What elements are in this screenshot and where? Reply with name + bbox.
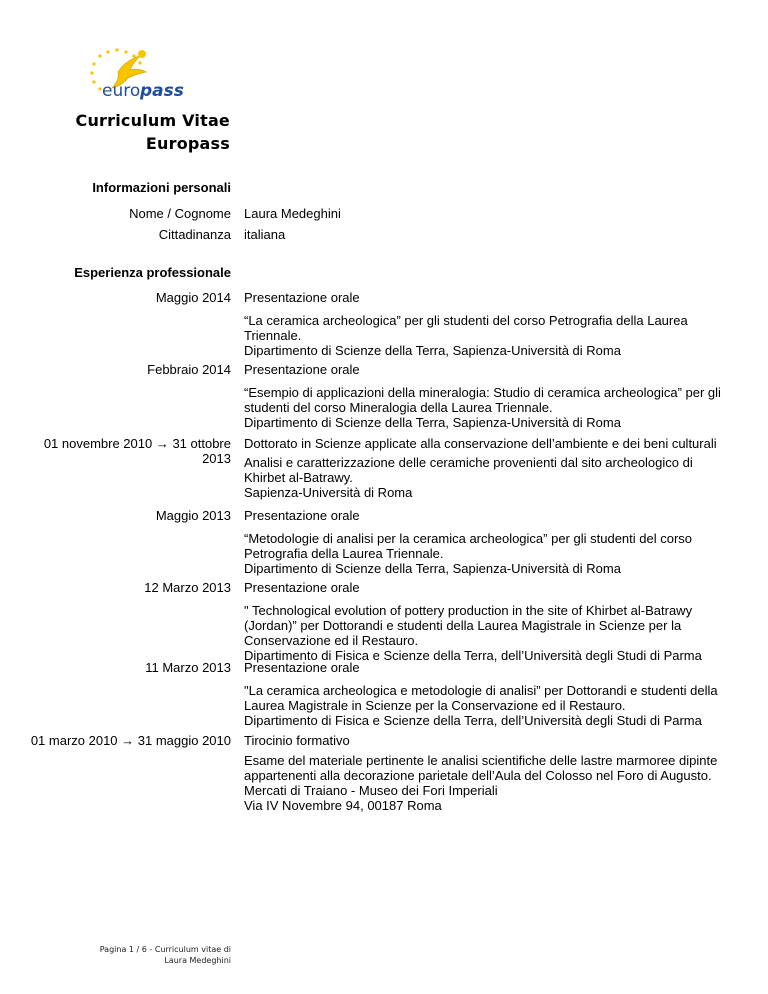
europass-logo (82, 42, 232, 102)
experience-date: 12 Marzo 2013 (144, 580, 231, 595)
name-value: Laura Medeghini (244, 206, 341, 221)
experience-date: 01 novembre 2010 → 31 ottobre 2013 (43, 436, 231, 466)
citizenship-label: Cittadinanza (158, 227, 231, 242)
experience-title: Presentazione orale (244, 362, 360, 377)
footer-line1: Pagina 1 / 6 - Curriculum vitae di (99, 945, 231, 954)
section-heading-personal: Informazioni personali (92, 180, 231, 195)
section-heading-experience: Esperienza professionale (74, 265, 231, 280)
experience-details: " Technological evolution of pottery production in the site of Khirbet al-Batrawy (Jordan)” per Dottorandi e studenti della Laurea Magistrale in Scienze per la Conservazione ed il Restauro. Dipartimento di Fisica e Scienze della Terra, dell’Università degli Studi di Parma (244, 603, 702, 663)
logo-text-pass: pass (140, 81, 184, 101)
page-footer (40, 944, 231, 966)
experience-details: “Metodologie di analisi per la ceramica archeologica” per gli studenti del corso Petrografia della Laurea Triennale. Dipartimento di Scienze della Terra, Sapienza-Università di Roma (244, 531, 693, 576)
experience-body (244, 362, 734, 430)
cv-title-line1: Curriculum Vitae (75, 111, 230, 130)
experience-body (244, 436, 734, 500)
experience-body (244, 580, 734, 663)
experience-details: Analisi e caratterizzazione delle ceramiche provenienti dal sito archeologico di Khirbet al-Batrawy. Sapienza-Università di Roma (244, 455, 693, 500)
name-label: Nome / Cognome (129, 206, 231, 221)
experience-title: Presentazione orale (244, 580, 360, 595)
experience-date: Maggio 2013 (155, 508, 231, 523)
experience-title: Presentazione orale (244, 508, 360, 523)
logo-text-euro: euro (102, 81, 141, 101)
experience-date: Febbraio 2014 (147, 362, 231, 377)
experience-title: Dottorato in Scienze applicate alla conservazione dell’ambiente e dei beni culturali (244, 436, 717, 451)
experience-body (244, 290, 734, 358)
experience-details: “Esempio di applicazioni della mineralogia: Studio di ceramica archeologica” per gli studenti del corso Mineralogia della Laurea Triennale. Dipartimento di Scienze della Terra, Sapienza-Università di Roma (244, 385, 721, 430)
experience-details: Esame del materiale pertinente le analisi scientifiche delle lastre marmoree dipinte appartenenti alla decorazione parietale dell’Aula del Colosso nel Foro di Augusto. Mercati di Traiano - Museo dei Fori Imperiali Via IV Novembre 94, 00187 Roma (244, 753, 718, 813)
experience-body (244, 508, 734, 576)
footer-line2: Laura Medeghini (164, 956, 231, 965)
cv-title-line2: Europass (145, 134, 230, 153)
experience-title: Presentazione orale (244, 290, 360, 305)
experience-date: 01 marzo 2010 → 31 maggio 2010 (30, 733, 231, 748)
citizenship-value: italiana (244, 227, 286, 242)
experience-details: "La ceramica archeologica e metodologie di analisi” per Dottorandi e studenti della Laurea Magistrale in Scienze per la Conservazione ed il Restauro. Dipartimento di Fisica e Scienze della Terra, dell’Università degli Studi di Parma (244, 683, 718, 728)
experience-title: Presentazione orale (244, 660, 360, 675)
experience-body (244, 733, 734, 813)
experience-details: “La ceramica archeologica” per gli studenti del corso Petrografia della Laurea Triennale. Dipartimento di Scienze della Terra, Sapienza-Università di Roma (244, 313, 688, 358)
experience-title: Tirocinio formativo (244, 733, 350, 748)
experience-date: 11 Marzo 2013 (145, 660, 231, 675)
experience-body (244, 660, 734, 728)
experience-date: Maggio 2014 (155, 290, 231, 305)
